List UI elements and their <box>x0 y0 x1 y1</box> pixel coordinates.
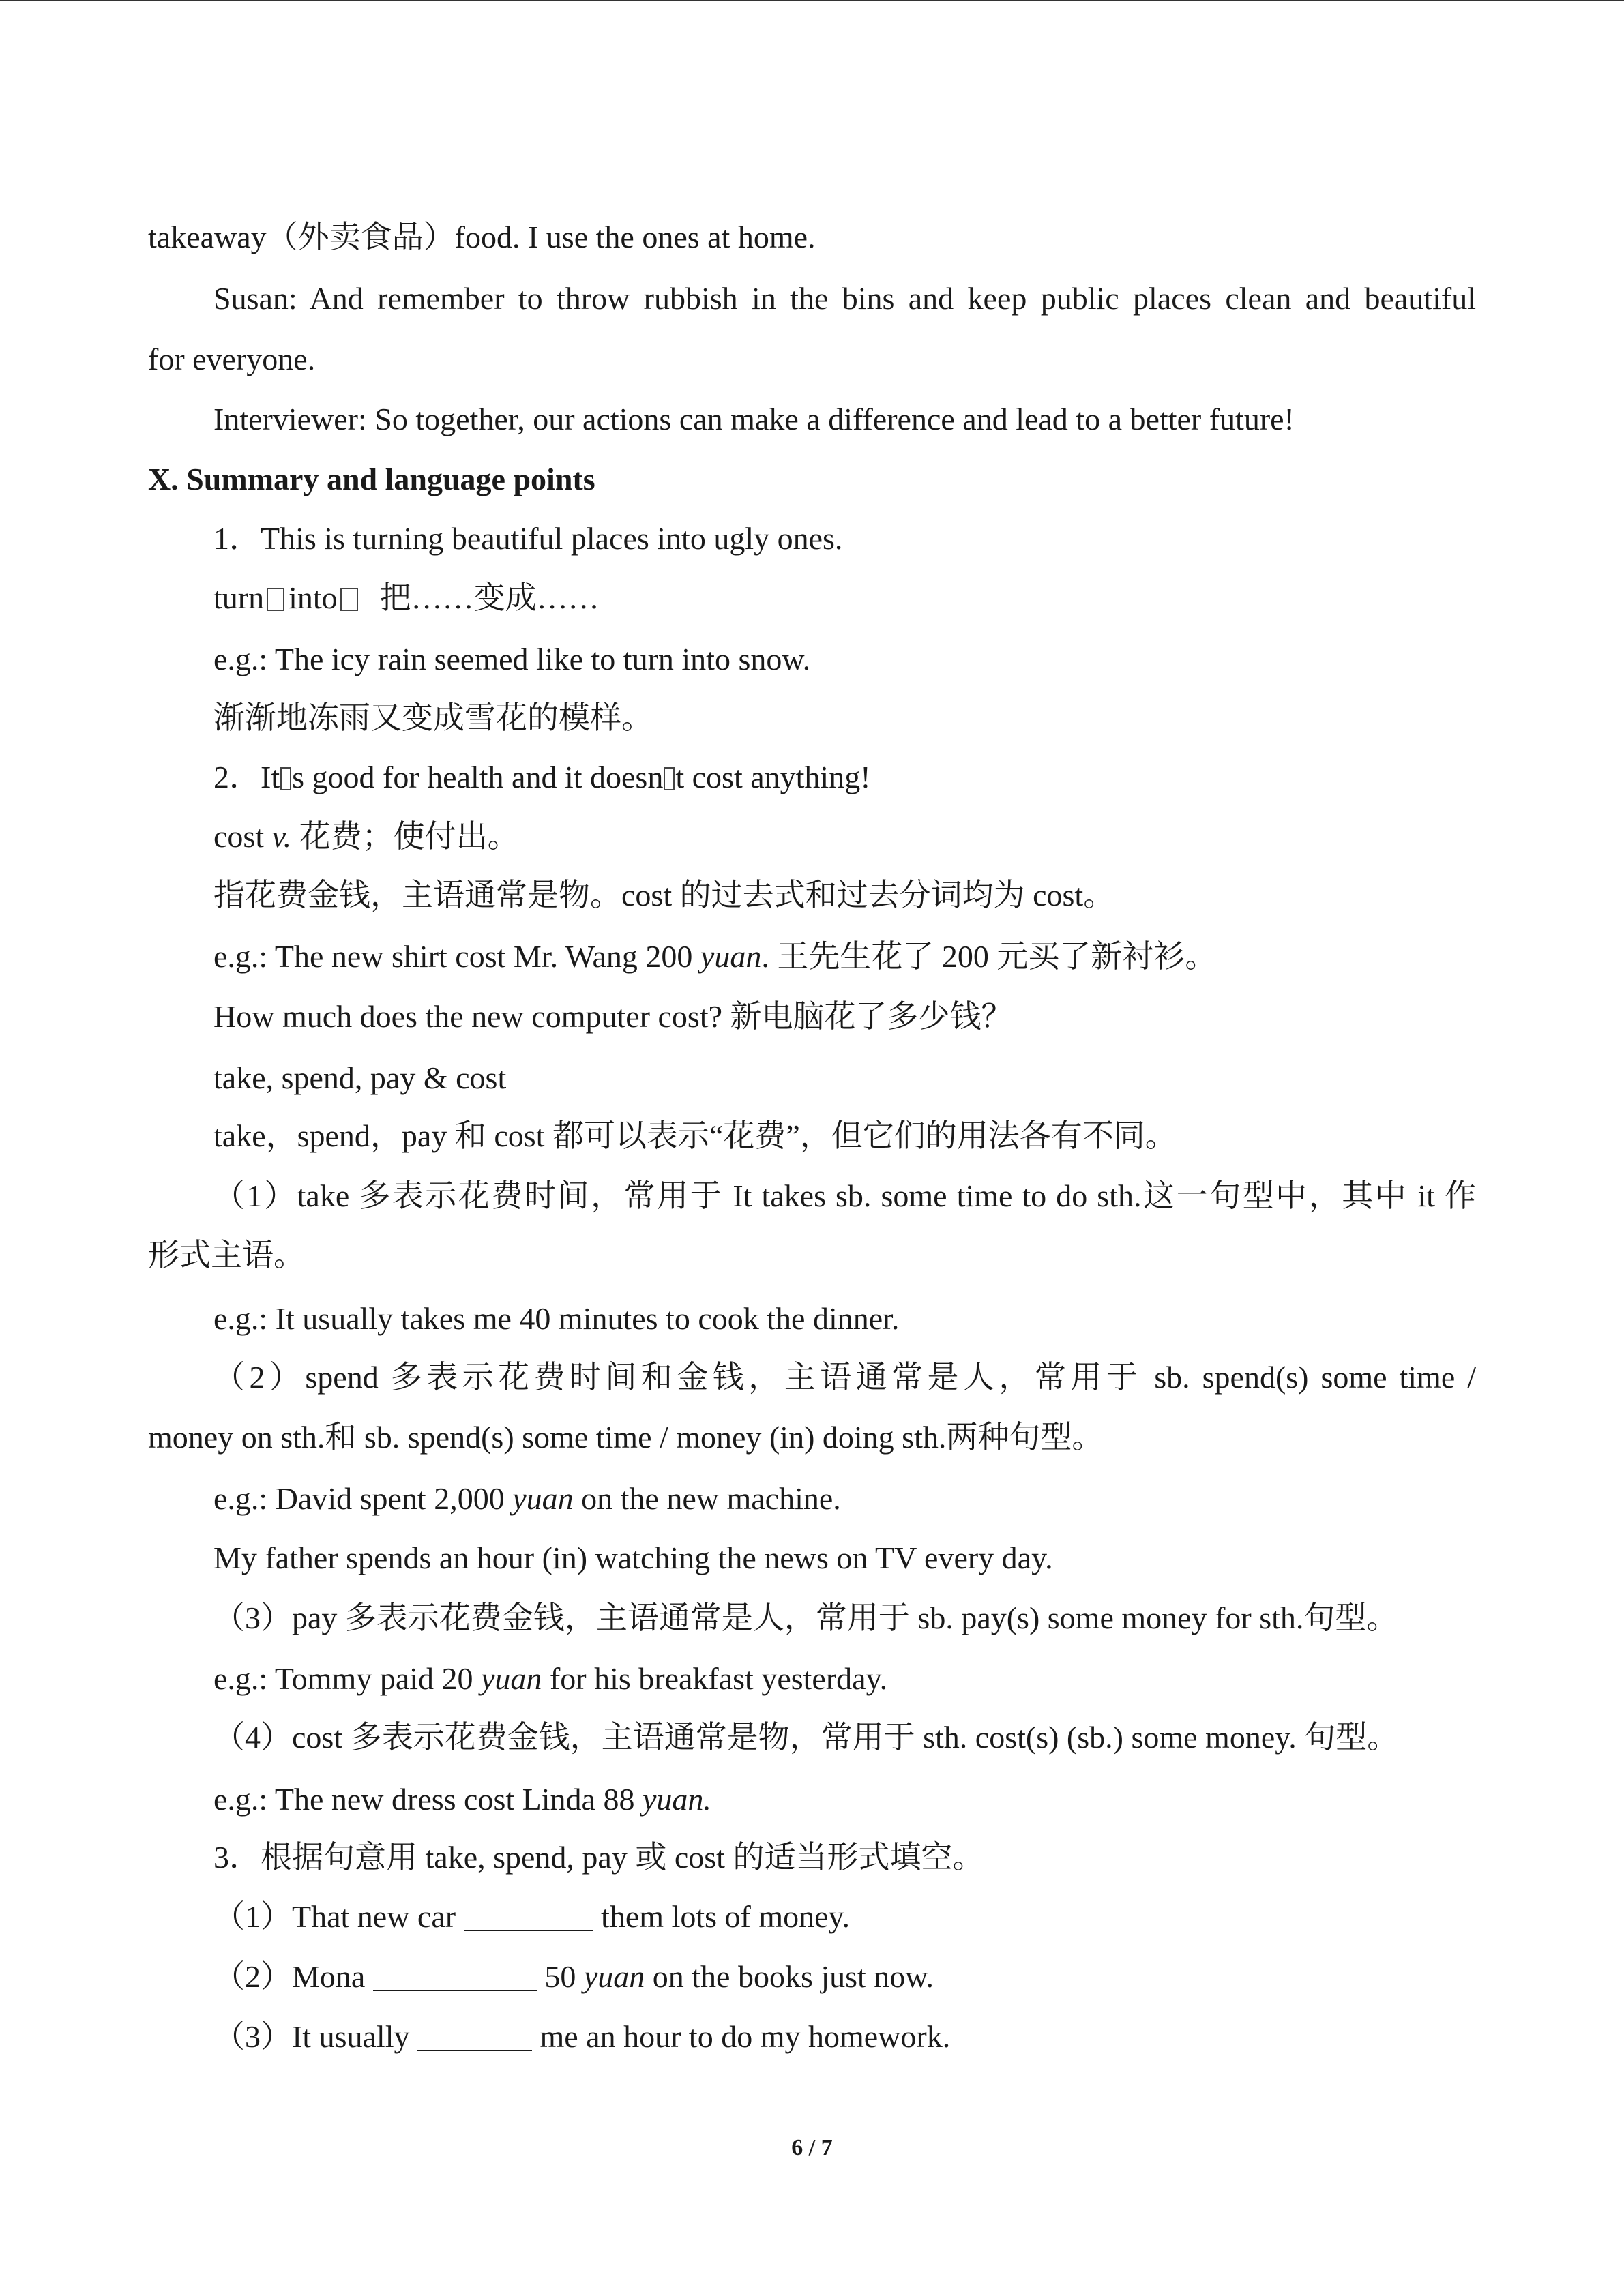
page-current: 6 <box>791 2135 803 2160</box>
example-text: . 王先生花了 200 元买了新衬衫。 <box>761 939 1217 974</box>
placeholder-box <box>267 588 284 611</box>
take-usage-line-1: （1）take 多表示花费时间，常用于 It takes sb. some time to do sth.这一句型中，其中 it 作 <box>213 1178 1476 1213</box>
missing-glyph-box <box>664 767 675 790</box>
spend-usage-line-1: （2）spend 多表示花费时间和金钱，主语通常是人，常用于 sb. spend(s) some time / <box>213 1360 1476 1395</box>
example-text: e.g.: The new shirt cost Mr. Wang 200 <box>213 939 693 974</box>
point1-phrase <box>213 578 600 618</box>
page-separator: / <box>808 2135 816 2160</box>
exercise-instruction: 3．根据句意用 take, spend, pay 或 cost 的适当形式填空。 <box>213 1840 984 1875</box>
answer-blank[interactable] <box>464 1903 593 1931</box>
point2-sentence-part: 2．It <box>213 760 280 794</box>
yuan-italic: yuan <box>583 1959 645 1994</box>
cost-usage: （4）cost 多表示花费金钱，主语通常是物，常用于 sth. cost(s) (sb.) some money. 句型。 <box>213 1720 1399 1755</box>
exercise-question-1 <box>213 1896 850 1937</box>
spend-example-1 <box>213 1478 841 1519</box>
placeholder-box <box>340 588 358 611</box>
compare-intro: take，spend，pay 和 cost 都可以表示“花费”，但它们的用法各有不同。 <box>213 1118 1177 1153</box>
yuan-italic: yuan <box>481 1661 542 1696</box>
question-text: them lots of money. <box>601 1899 851 1934</box>
take-example: e.g.: It usually takes me 40 minutes to cook the dinner. <box>213 1301 900 1336</box>
cost-pos: v. <box>271 819 292 854</box>
point2-sentence-part: t cost anything! <box>675 760 871 794</box>
point1-sentence: 1．This is turning beautiful places into ugly ones. <box>213 521 843 556</box>
cost-definition <box>213 816 519 857</box>
point2-sentence <box>213 757 871 798</box>
point1-example: e.g.: The icy rain seemed like to turn into snow. <box>213 642 811 676</box>
example-text: e.g.: Tommy paid 20 <box>213 1661 473 1696</box>
phrase-turn: turn <box>213 580 265 615</box>
example-text: on the new machine. <box>581 1481 841 1516</box>
phrase-meaning: 把……变成…… <box>379 580 600 615</box>
page-number <box>0 2132 1624 2164</box>
question-text: （2）Mona <box>213 1959 366 1994</box>
cost-example-2: How much does the new computer cost? 新电脑花了多少钱？ <box>213 999 1013 1034</box>
cost-note: 指花费金钱，主语通常是物。cost 的过去式和过去分词均为 cost。 <box>213 878 1115 912</box>
point1-translation: 渐渐地冻雨又变成雪花的模样。 <box>213 700 653 735</box>
question-text: （3）It usually <box>213 2019 410 2054</box>
cost-example-1 <box>213 936 1216 977</box>
example-text: e.g.: The new dress cost Linda 88 <box>213 1782 635 1817</box>
cost-word: cost <box>213 819 265 854</box>
point2-sentence-part: s good for health and it doesn <box>292 760 664 794</box>
pay-usage: （3）pay 多表示花费金钱，主语通常是人，常用于 sb. pay(s) some money for sth.句型。 <box>213 1600 1398 1635</box>
question-text: （1）That new car <box>213 1899 456 1934</box>
compare-title: take, spend, pay & cost <box>213 1060 507 1095</box>
yuan-italic: yuan <box>512 1481 574 1516</box>
question-text: me an hour to do my homework. <box>540 2019 951 2054</box>
yuan-italic: yuan <box>700 939 762 974</box>
phrase-into: into <box>289 580 338 615</box>
example-text: e.g.: David spent 2,000 <box>213 1481 505 1516</box>
cost-meaning: 花费；使付出。 <box>299 819 519 854</box>
dialogue-susan-line-2: for everyone. <box>148 342 316 376</box>
missing-glyph-box <box>280 767 291 790</box>
yuan-italic: yuan. <box>642 1782 711 1817</box>
pay-example <box>213 1658 887 1699</box>
exercise-question-2 <box>213 1956 934 1997</box>
exercise-question-3 <box>213 2016 950 2057</box>
section-heading: X. Summary and language points <box>148 462 595 496</box>
spend-usage-line-2: money on sth.和 sb. spend(s) some time / money (in) doing sth.两种句型。 <box>148 1420 1104 1455</box>
answer-blank[interactable] <box>373 1963 537 1991</box>
take-usage-line-2: 形式主语。 <box>148 1238 305 1272</box>
cost-example <box>213 1779 711 1820</box>
example-text: for his breakfast yesterday. <box>549 1661 888 1696</box>
answer-blank[interactable] <box>417 2023 532 2051</box>
dialogue-susan-line-1: Susan: And remember to throw rubbish in the bins and keep public places clean and beautiful <box>213 281 1476 316</box>
dialogue-line-takeaway: takeaway（外卖食品）food. I use the ones at home. <box>148 220 816 254</box>
spend-example-2: My father spends an hour (in) watching the news on TV every day. <box>213 1540 1053 1575</box>
page-total: 7 <box>821 2135 833 2160</box>
dialogue-interviewer-line: Interviewer: So together, our actions can make a difference and lead to a better future! <box>213 402 1295 436</box>
question-text: on the books just now. <box>652 1959 934 1994</box>
question-text: 50 <box>544 1959 576 1994</box>
